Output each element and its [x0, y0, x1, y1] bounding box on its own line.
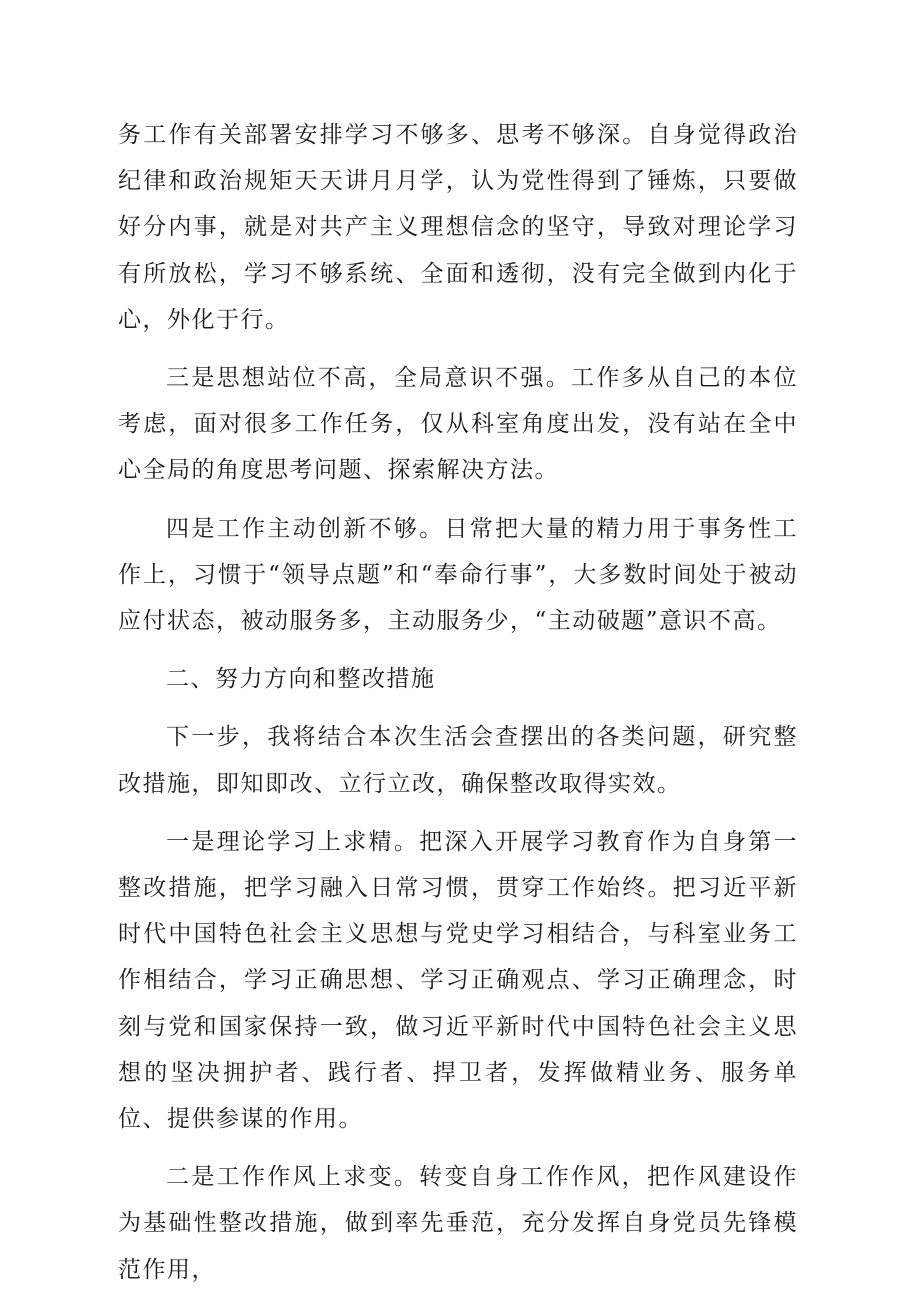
paragraph-measure-one: 一是理论学习上求精。把深入开展学习教育作为自身第一整改措施，把学习融入日常习惯，贯穿工作始终。把习近平新时代中国特色社会主义思想与党史学习相结合，与科室业务工作相结合，学习正确思想、学习正确观点、学习正确理念，时刻与党和国家保持一致，做习近平新时代中国特色社会主义思想的坚决拥护者、践行者、捍卫者，发挥做精业务、服务单位、提供参谋的作用。 — [118, 828, 798, 1133]
section-heading: 二、努力方向和整改措施 — [166, 666, 436, 693]
paragraph-next-step: 下一步，我将结合本次生活会查摆出的各类问题，研究整改措施，即知即改、立行立改，确保整改取得实效。 — [118, 724, 798, 797]
paragraph-continuation: 务工作有关部署安排学习不够多、思考不够深。自身觉得政治纪律和政治规矩天天讲月月学，认为党性得到了锤炼，只要做好分内事，就是对共产主义理想信念的坚守，导致对理论学习有所放松，学习不够系统、全面和透彻，没有完全做到内化于心，外化于行。 — [118, 122, 798, 333]
paragraph-point-three: 三是思想站位不高，全局意识不强。工作多从自己的本位考虑，面对很多工作任务，仅从科室角度出发，没有站在全中心全局的角度思考问题、探索解决方法。 — [118, 365, 798, 484]
paragraph-point-four: 四是工作主动创新不够。日常把大量的精力用于事务性工作上，习惯于“领导点题”和“奉命行事”，大多数时间处于被动应付状态，被动服务多，主动服务少，“主动破题”意识不高。 — [118, 515, 798, 635]
document-body — [118, 112, 798, 1305]
paragraph-measure-two: 二是工作作风上求变。转变自身工作作风，把作风建设作为基础性整改措施，做到率先垂范，充分发挥自身党员先锋模范作用， — [118, 1164, 798, 1283]
